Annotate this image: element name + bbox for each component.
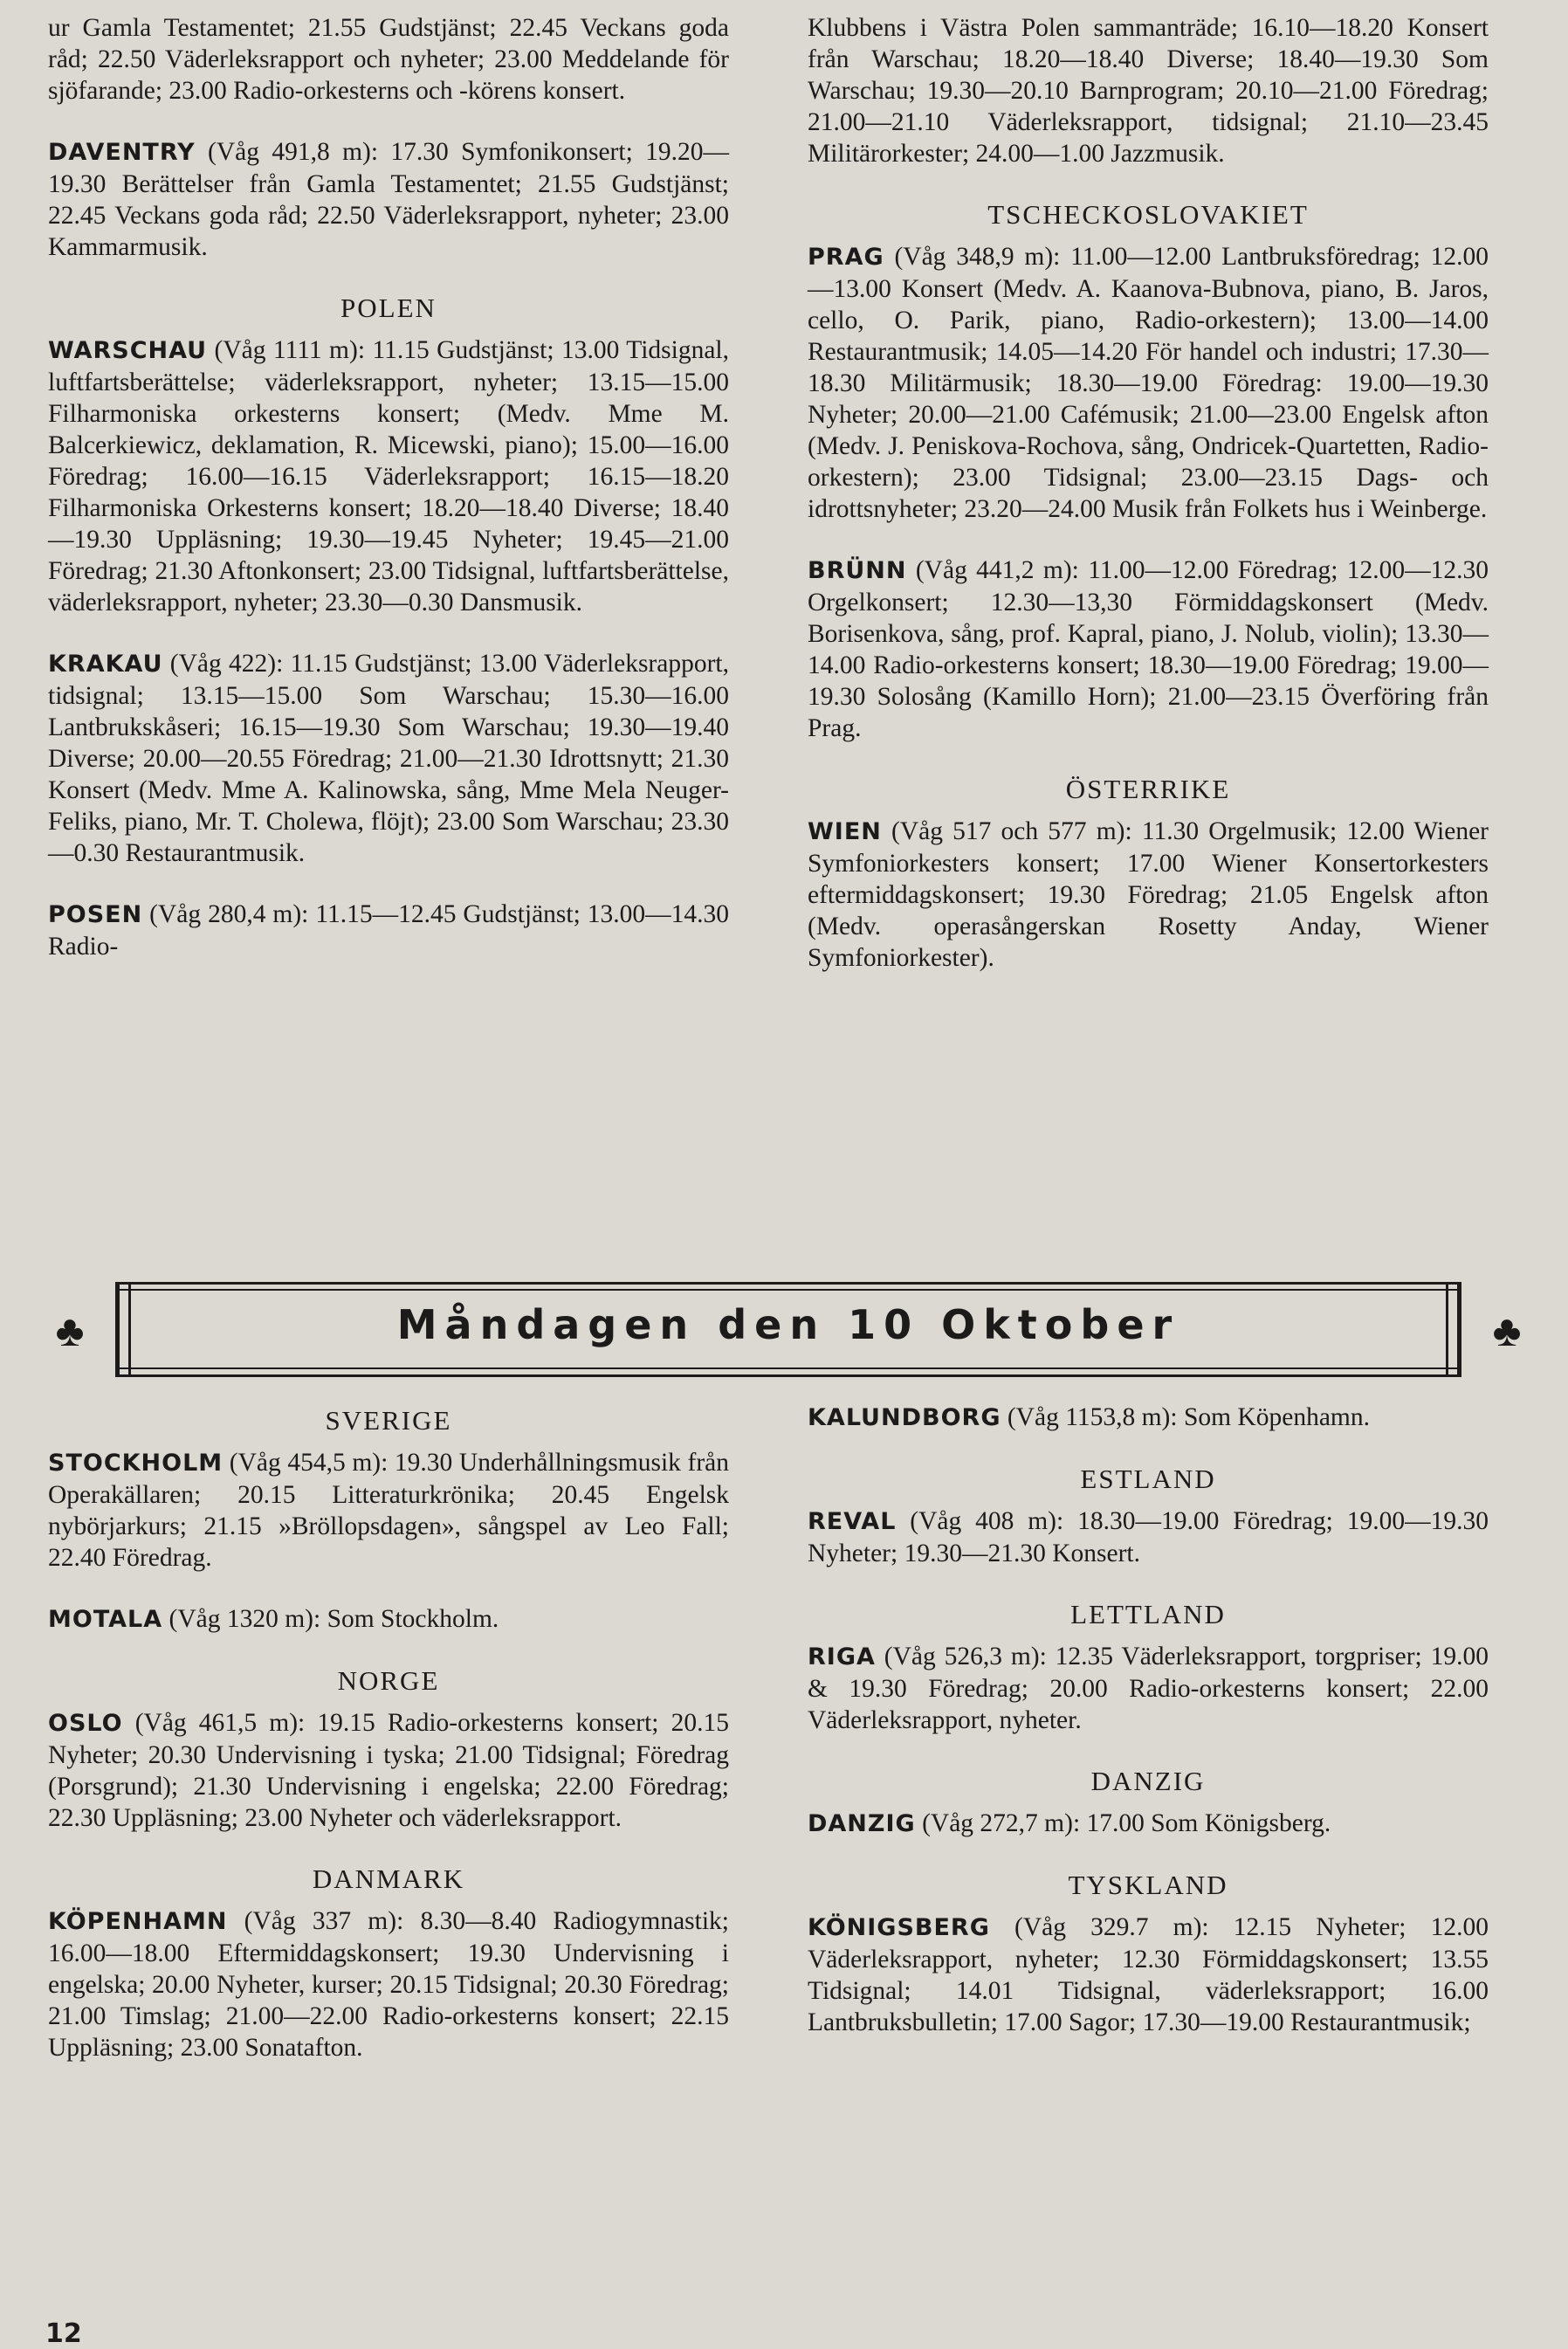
bottom-left-column: [48, 1402, 729, 2093]
page-number: 12: [45, 2318, 82, 2349]
top-right-column: [808, 12, 1489, 1003]
station-name: KRAKAU: [48, 651, 163, 678]
banner-rule: [115, 1367, 1461, 1369]
station-name: WIEN: [808, 818, 882, 845]
station-name: DANZIG: [808, 1810, 916, 1837]
station-name: BRÜNN: [808, 557, 907, 584]
station-program: (Våg 348,9 m): 11.00—12.00 Lantbruksföredrag; 12.00—13.00 Konsert (Medv. A. Kaanova-Bubnova, piano, B. Jaros, cello, O. Parik, piano, Radio-orkestern); 13.00—14.00 Restaurantmusik; 14.05—14.20 För handel och industri; 17.30—18.30 Militärmusik; 18.30—19.00 Föredrag: 19.00—19.30 Nyheter; 20.00—21.00 Cafémusik; 21.00—23.00 Engelsk afton (Medv. J. Peniskova-Rochova, sång, Ondricek-Quartetten, Radio-orkestern); 23.00 Tidsignal; 23.00—23.15 Dags- och idrottsnyheter; 23.20—24.00 Musik från Folkets hus i Weinberge.: [808, 243, 1489, 523]
station-entry-wien: [808, 816, 1489, 974]
station-program: (Våg 526,3 m): 12.35 Väderleksrapport, torgpriser; 19.00 & 19.30 Föredrag; 20.00 Radio-orkesterns konsert; 22.00 Väderleksrapport, nyheter.: [808, 1643, 1489, 1734]
station-entry-konigsberg: [808, 1912, 1489, 2038]
station-program: (Våg 517 och 577 m): 11.30 Orgelmusik; 12.00 Wiener Symfoniorkesters konsert; 17.00 Wiener Konsertorkesters eftermiddagskonsert; 19.30 Föredrag; 21.05 Engelsk afton (Medv. operasångerskan Rosetty Anday, Wiener Symfoniorkester).: [808, 817, 1489, 972]
station-entry-motala: [48, 1603, 729, 1636]
station-entry-kopenhamn: [48, 1905, 729, 2063]
station-entry-posen: [48, 899, 729, 962]
station-program: (Våg 1320 m): Som Stockholm.: [162, 1605, 499, 1633]
station-program: (Våg 1111 m): 11.15 Gudstjänst; 13.00 Tidsignal, luftfartsberättelse; väderleksrapport, nyheter; 13.15—15.00 Filharmoniska orkesterns konsert; (Medv. Mme M. Balcerkiewicz, deklamation, R. Micewski, piano); 15.00—16.00 Föredrag; 16.00—16.15 Väderleksrapport; 16.15—18.20 Filharmoniska Orkesterns konsert; 18.20—18.40 Diverse; 18.40—19.30 Uppläsning; 19.30—19.45 Nyheter; 19.45—21.00 Föredrag; 21.30 Aftonkonsert; 23.00 Tidsignal, luftfartsberättelse, väderleksrapport, nyheter; 23.30—0.30 Dansmusik.: [48, 336, 729, 617]
station-entry-oslo: [48, 1707, 729, 1834]
station-entry-krakau: [48, 648, 729, 869]
station-entry-warschau: [48, 334, 729, 618]
continued-program: ur Gamla Testamentet; 21.55 Gudstjänst; 22.45 Veckans goda råd; 22.50 Väderleksrapport och nyheter; 23.00 Meddelande för sjöfarande; 23.00 Radio-orkesterns och -körens konsert.: [48, 14, 729, 105]
station-program: (Våg 329.7 m): 12.15 Nyheter; 12.00 Väderleksrapport, nyheter; 12.30 Förmiddagskonsert; 13.55 Tidsignal; 14.01 Tidsignal, väderleksrapport; 16.00 Lantbruksbulletin; 17.00 Sagor; 17.30—19.00 Restaurantmusik;: [808, 1913, 1489, 2036]
station-name: DAVENTRY: [48, 139, 196, 166]
station-program: (Våg 272,7 m): 17.00 Som Königsberg.: [915, 1809, 1331, 1837]
country-heading-danmark: DANMARK: [312, 1863, 465, 1894]
banner-rule: [115, 1289, 1461, 1291]
station-name: RIGA: [808, 1643, 876, 1670]
continued-program: Klubbens i Västra Polen sammanträde; 16.10—18.20 Konsert från Warschau; 18.20—18.40 Diverse; 18.40—19.30 Som Warschau; 19.30—20.10 Barnprogram; 20.10—21.00 Föredrag; 21.00—21.10 Väderleksrapport, tidsignal; 21.10—23.45 Militärorkester; 24.00—1.00 Jazzmusik.: [808, 14, 1489, 168]
country-heading-tjeckoslovakiet: TSCHECKOSLOVAKIET: [987, 199, 1309, 230]
clover-ornament-icon: ♣: [55, 1306, 85, 1355]
station-entry-daventry: [48, 136, 729, 263]
station-name: KÖPENHAMN: [48, 1908, 228, 1935]
country-heading-sverige: SVERIGE: [325, 1405, 452, 1436]
station-name: MOTALA: [48, 1606, 163, 1633]
station-program: (Våg 337 m): 8.30—8.40 Radiogymnastik; 16.00—18.00 Eftermiddagskonsert; 19.30 Undervisning i engelska; 20.00 Nyheter, kurser; 20.15 Tidsignal; 20.30 Föredrag; 21.00 Timslag; 21.00—22.00 Radio-orkesterns konsert; 22.15 Uppläsning; 23.00 Sonatafton.: [48, 1907, 729, 2062]
station-program: (Våg 441,2 m): 11.00—12.00 Föredrag; 12.00—12.30 Orgelkonsert; 12.30—13,30 Förmiddagskonsert (Medv. Borisenkova, sång, prof. Kapral, piano, J. Nolub, violin); 13.30—14.00 Radio-orkesterns konsert; 18.30—19.00 Föredrag; 19.00—19.30 Solosång (Kamillo Horn); 21.00—23.15 Överföring från Prag.: [808, 556, 1489, 742]
station-entry-riga: [808, 1641, 1489, 1736]
country-heading-polen: POLEN: [340, 293, 437, 323]
station-entry-reval: [808, 1505, 1489, 1569]
station-name: KALUNDBORG: [808, 1404, 1001, 1431]
station-program: (Våg 280,4 m): 11.15—12.45 Gudstjänst; 13.00—14.30 Radio-: [48, 900, 729, 961]
station-name: PRAG: [808, 244, 884, 271]
station-program: (Våg 408 m): 18.30—19.00 Föredrag; 19.00—19.30 Nyheter; 19.30—21.30 Konsert.: [808, 1507, 1489, 1567]
date-banner: [44, 1282, 1533, 1378]
station-program: (Våg 491,8 m): 17.30 Symfonikonsert; 19.20—19.30 Berättelser från Gamla Testamentet; 21.55 Gudstjänst; 22.45 Veckans goda råd; 22.50 Väderleksrapport, nyheter; 23.00 Kammarmusik.: [48, 138, 729, 261]
country-heading-norge: NORGE: [337, 1665, 440, 1696]
station-entry-prag: [808, 241, 1489, 525]
station-name: OSLO: [48, 1710, 123, 1737]
station-program: (Våg 454,5 m): 19.30 Underhållningsmusik från Operakällaren; 20.15 Litteraturkrönika; 20.45 Engelsk nybörjarkurs; 21.15 »Bröllopsdagen», sångspel av Leo Fall; 22.40 Föredrag.: [48, 1449, 729, 1572]
station-entry-kalundborg: [808, 1402, 1489, 1434]
station-name: KÖNIGSBERG: [808, 1914, 990, 1941]
country-heading-estland: ESTLAND: [1080, 1464, 1216, 1494]
station-name: POSEN: [48, 901, 143, 928]
station-program: (Våg 1153,8 m): Som Köpenhamn.: [1001, 1403, 1370, 1431]
station-program: (Våg 461,5 m): 19.15 Radio-orkesterns konsert; 20.15 Nyheter; 20.30 Undervisning i tyska; 21.00 Tidsignal; Föredrag (Porsgrund); 21.30 Undervisning i engelska; 22.00 Föredrag; 22.30 Uppläsning; 23.00 Nyheter och väderleksrapport.: [48, 1709, 729, 1832]
top-left-column: [48, 12, 729, 992]
station-entry-danzig: [808, 1808, 1489, 1840]
bottom-right-column: [808, 1402, 1489, 2068]
banner-rule: [115, 1282, 1461, 1285]
station-entry-stockholm: [48, 1447, 729, 1574]
station-entry-brunn: [808, 555, 1489, 744]
banner-rule: [115, 1374, 1461, 1377]
clover-ornament-icon: ♣: [1492, 1306, 1522, 1355]
country-heading-danzig: DANZIG: [1090, 1766, 1206, 1796]
banner-title: Måndagen den 10 Oktober: [396, 1301, 1180, 1348]
station-name: REVAL: [808, 1508, 897, 1535]
station-name: STOCKHOLM: [48, 1450, 224, 1477]
station-name: WARSCHAU: [48, 337, 208, 364]
country-heading-tyskland: TYSKLAND: [1068, 1870, 1228, 1900]
country-heading-lettland: LETTLAND: [1070, 1599, 1226, 1629]
country-heading-osterrike: ÖSTERRIKE: [1065, 774, 1231, 804]
station-program: (Våg 422): 11.15 Gudstjänst; 13.00 Väderleksrapport, tidsignal; 13.15—15.00 Som Warschau; 15.30—16.00 Lantbrukskåseri; 16.15—19.30 Som Warschau; 19.30—19.40 Diverse; 20.00—20.55 Föredrag; 21.00—21.30 Idrottsnytt; 21.30 Konsert (Medv. Mme A. Kalinowska, sång, Mme Mela Neuger-Feliks, piano, Mr. T. Cholewa, flöjt); 23.00 Som Warschau; 23.30—0.30 Restaurantmusik.: [48, 650, 729, 867]
